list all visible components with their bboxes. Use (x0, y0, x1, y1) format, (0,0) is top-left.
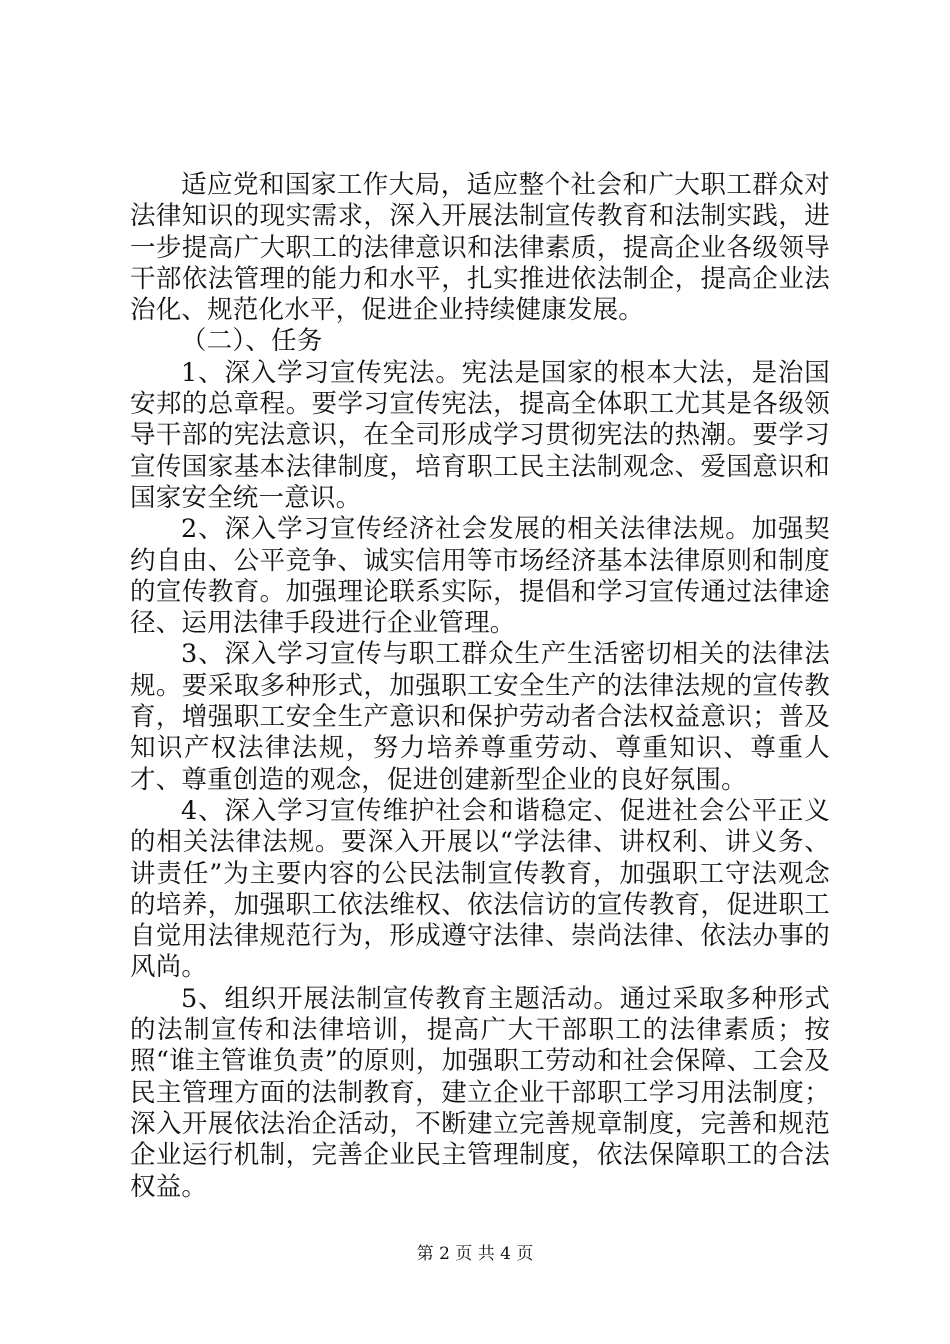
document-body (130, 170, 830, 1203)
page-number-footer: 第 2 页 共 4 页 (416, 1244, 534, 1264)
section-heading-tasks: （二）、任务 (181, 326, 323, 357)
paragraph-task-1: 1、深入学习宣传宪法。宪法是国家的根本大法，是治国安邦的总章程。要学习宣传宪法，提高全体职工尤其是各级领导干部的宪法意识，在全司形成学习贯彻宪法的热潮。要学习宣传国家基本法律制度，培育职工民主法制观念、爱国意识和国家安全统一意识。 (130, 357, 830, 513)
paragraph-intro: 适应党和国家工作大局，适应整个社会和广大职工群众对法律知识的现实需求，深入开展法制宣传教育和法制实践，进一步提高广大职工的法律意识和法律素质，提高企业各级领导干部依法管理的能力和水平，扎实推进依法制企，提高企业法治化、规范化水平，促进企业持续健康发展。 (130, 170, 830, 326)
paragraph-task-3: 3、深入学习宣传与职工群众生产生活密切相关的法律法规。要采取多种形式，加强职工安全生产的法律法规的宣传教育，增强职工安全生产意识和保护劳动者合法权益意识；普及知识产权法律法规，努力培养尊重劳动、尊重知识、尊重人才、尊重创造的观念，促进创建新型企业的良好氛围。 (130, 639, 830, 795)
paragraph-task-5: 5、组织开展法制宣传教育主题活动。通过采取多种形式的法制宣传和法律培训，提高广大干部职工的法律素质；按照“谁主管谁负责”的原则，加强职工劳动和社会保障、工会及民主管理方面的法制教育，建立企业干部职工学习用法制度；深入开展依法治企活动，不断建立完善规章制度，完善和规范企业运行机制，完善企业民主管理制度，依法保障职工的合法权益。 (130, 983, 830, 1202)
paragraph-task-4: 4、深入学习宣传维护社会和谐稳定、促进社会公平正义的相关法律法规。要深入开展以“学法律、讲权利、讲义务、讲责任”为主要内容的公民法制宣传教育，加强职工守法观念的培养，加强职工依法维权、依法信访的宣传教育，促进职工自觉用法律规范行为，形成遵守法律、崇尚法律、依法办事的风尚。 (130, 795, 830, 983)
paragraph-task-2: 2、深入学习宣传经济社会发展的相关法律法规。加强契约自由、公平竞争、诚实信用等市场经济基本法律原则和制度的宣传教育。加强理论联系实际，提倡和学习宣传通过法律途径、运用法律手段进行企业管理。 (130, 514, 830, 639)
